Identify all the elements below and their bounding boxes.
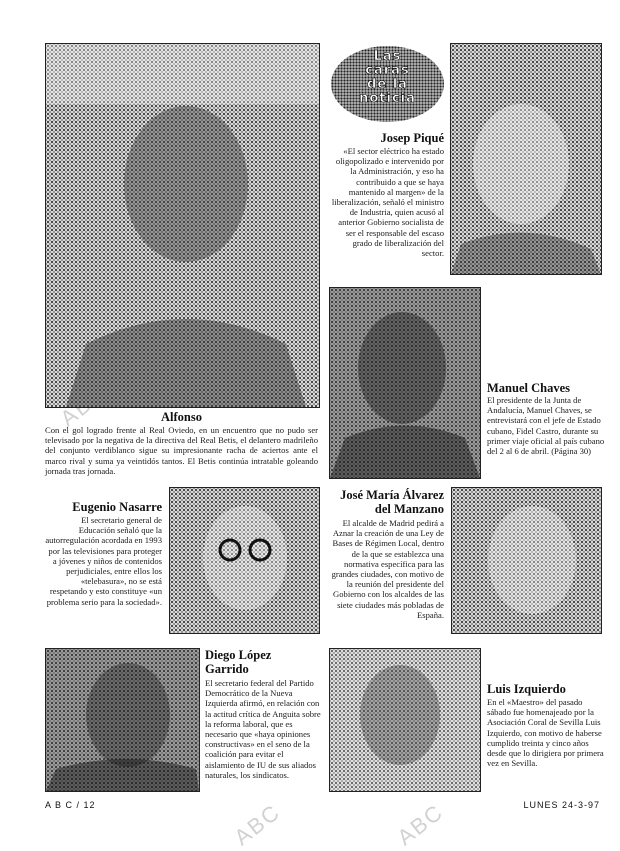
portrait-silhouette bbox=[170, 488, 319, 633]
watermark-abc: ABC bbox=[392, 798, 449, 851]
body-izquierdo: En el «Maestro» del pasado sábado fue homenajeado por la Asociación Coral de Sevilla Luis Izquierdo, con motivo de haberse cumplido treinta y cinco años desde que lo dirigiera por primera vez en Sevilla. bbox=[487, 697, 604, 769]
photo-garrido bbox=[45, 648, 200, 792]
photo-izquierdo bbox=[329, 648, 481, 792]
logo-line: caras bbox=[365, 63, 410, 78]
logo-line: Las bbox=[373, 49, 402, 64]
body-nasarre: El secretario general de Educación señaló que la autorregulación acordada en 1993 por las televisiones para proteger a jóvenes y niños de contenidos perjudiciales, entre ellos los «telebasura», no se está respetando y esto constituye «un problema serio para la sociedad». bbox=[45, 515, 162, 607]
issue-date: LUNES 24-3-97 bbox=[523, 800, 600, 810]
headline-izquierdo: Luis Izquierdo bbox=[487, 682, 566, 696]
portrait-silhouette bbox=[451, 44, 601, 274]
headline-manzano-line1: José María Álvarez bbox=[340, 488, 444, 502]
headline-garrido-line2: Garrido bbox=[205, 662, 249, 676]
portrait-silhouette bbox=[46, 44, 319, 407]
photo-alfonso bbox=[45, 43, 320, 408]
portrait-silhouette bbox=[330, 288, 480, 478]
photo-chaves bbox=[329, 287, 481, 479]
body-manzano: El alcalde de Madrid pedirá a Aznar la creación de una Ley de Bases de Régimen Local, dentro de la que se establezca una normativa específica para las grandes ciudades, con motivo de la reunión del presidente del Gobierno con los alcaldes de las siete ciudades más pobladas de España. bbox=[331, 518, 444, 620]
body-garrido: El secretario federal del Partido Democrático de la Nueva Izquierda afirmó, en relación con la actitud crítica de Anguita sobre la reforma laboral, que es necesario que «haya opiniones constructivas» en el seno de la coalición para evitar el aislamiento de IU de sus aliados naturales, los sindicatos. bbox=[205, 678, 321, 780]
headline-alfonso: Alfonso bbox=[161, 410, 202, 424]
page-number: A B C / 12 bbox=[45, 800, 96, 810]
watermark-abc: ABC bbox=[229, 798, 286, 851]
headline-pique: Josep Piqué bbox=[380, 131, 444, 145]
photo-pique bbox=[450, 43, 602, 275]
body-alfonso: Con el gol logrado frente al Real Oviedo, en un encuentro que no pudo ser televisado por la negativa de la directiva del Real Betis, el delantero madrileño del conjunto verdiblanco sigue su impresionante racha de aciertos ante el marco rival y suma ya veintidós tantos. El Betis continúa intratable goleando jornada tras jornada. bbox=[45, 425, 318, 476]
photo-manzano bbox=[451, 487, 602, 634]
headline-chaves: Manuel Chaves bbox=[487, 381, 570, 395]
caras-noticia-logo bbox=[331, 46, 444, 122]
photo-nasarre bbox=[169, 487, 320, 634]
headline-garrido-line1: Diego López bbox=[205, 648, 272, 662]
logo-line: noticia bbox=[359, 91, 416, 106]
portrait-silhouette bbox=[46, 649, 199, 791]
body-pique: «El sector eléctrico ha estado oligopolizado e intervenido por la Administración, y eso ha contribuido a que se haya mantenido al margen» de la liberalización, señaló el ministro de Industria, quien acusó al anterior Gobierno socialista de ser el responsable del escaso grado de liberalización del sector. bbox=[331, 146, 444, 259]
body-chaves: El presidente de la Junta de Andalucía, Manuel Chaves, se entrevistará con el jefe de Estado cubano, Fidel Castro, durante su primer viaje oficial al país cubano del 2 al 6 de abril. (Página 30) bbox=[487, 395, 605, 457]
headline-nasarre: Eugenio Nasarre bbox=[72, 500, 162, 514]
headline-manzano-line2: del Manzano bbox=[374, 502, 444, 516]
portrait-silhouette bbox=[330, 649, 480, 791]
logo-line: de la bbox=[367, 77, 408, 92]
portrait-silhouette bbox=[452, 488, 601, 633]
